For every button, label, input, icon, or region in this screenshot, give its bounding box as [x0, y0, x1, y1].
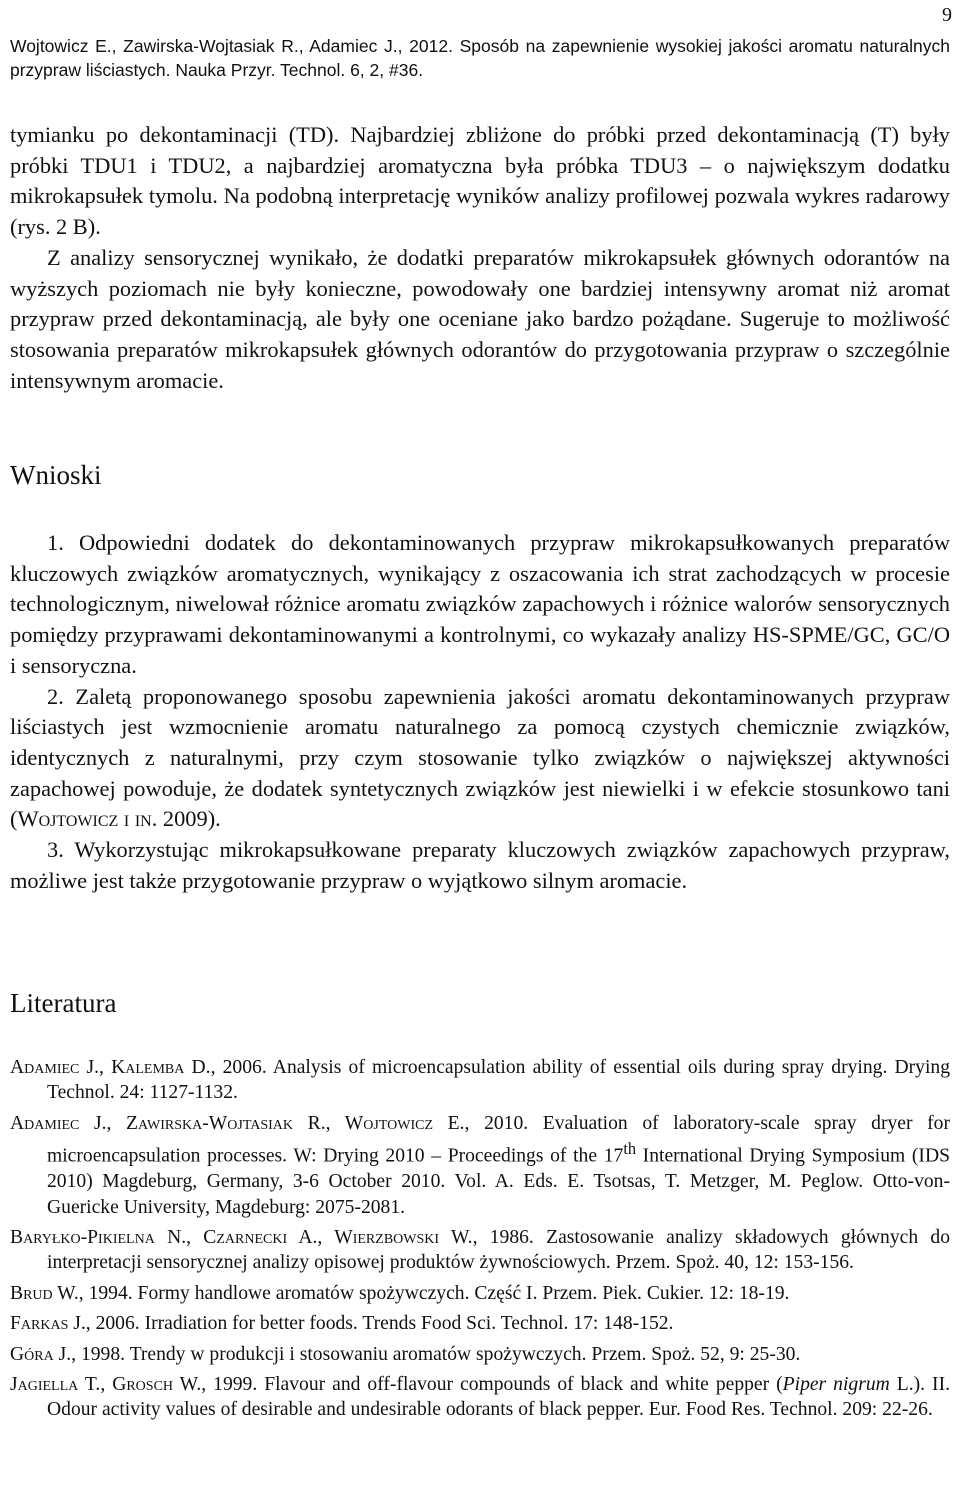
reference-text: , 2006. Irradiation for better foods. Trends Food Sci. Technol. 17: 148-152.: [85, 1313, 674, 1335]
reference-text: , 2006. Analysis of microencapsulation ability of essential oils during spray drying. Drying Technol. 24: 1127-1132.: [47, 1057, 951, 1104]
reference-text: , 1998. Trendy w produkcji i stosowaniu aromatów spożywczych. Przem. Spoż. 52, 9: 25-30.: [71, 1343, 801, 1365]
paragraph-1: tymianku po dekontaminacji (TD). Najbardziej zbliżone do próbki przed dekontaminacją (T) były próbki TDU1 i TDU2, a najbardziej aromatyczna była próbka TDU3 – o największym dodatku mikrokapsułek tymolu. Na podobną interpretację wyników analizy profilowej pozwala wykres radarowy (rys. 2 B).: [10, 122, 950, 240]
page-number: 9: [942, 4, 952, 26]
reference-item: [10, 1281, 950, 1306]
reference-text: , 1994. Formy handlowe aromatów spożywczych. Część I. Przem. Piek. Cukier. 12: 18-19.: [78, 1282, 790, 1304]
citation-year: 2009).: [157, 806, 221, 832]
reference-italic-species: Piper nigrum: [782, 1374, 890, 1395]
references-list: [10, 1055, 950, 1428]
reference-text: , 1999. Flavour and off-flavour compounds of black and white pepper (: [201, 1374, 783, 1395]
conclusion-item-2-text: 2. Zaletą proponowanego sposobu zapewnienia jakości aromatu dekontaminowanych przypraw liściastych jest wzmocnienie aromatu naturalnego za pomocą czystych chemicznie związków, identycznych z naturalnymi, przy czym stosowanie tylko związków o największej aktywności zapachowej powoduje, że dodatek syntetycznych związków jest niewielki i w efekcie stosunkowo tani (: [10, 683, 950, 832]
conclusion-item-3: 3. Wykorzystując mikrokapsułkowane preparaty kluczowych związków zapachowych przypraw, możliwe jest także przygotowanie przypraw o wyjątkowo silnym aromacie.: [10, 837, 950, 893]
reference-item: [10, 1225, 950, 1276]
reference-authors: Jagiella T., Grosch W.: [10, 1374, 202, 1395]
citation-authors: Wojtowicz i in.: [17, 806, 158, 832]
paragraph-2: Z analizy sensorycznej wynikało, że dodatki preparatów mikrokapsułek głównych odorantów na wyższych poziomach nie były konieczne, powodowały one bardziej intensywny aromat niż aromat przypraw przed dekontaminacją, ale były one oceniane jako bardzo pożądane. Sugeruje to możliwość stosowania preparatów mikrokapsułek głównych odorantów do przygotowania przypraw o szczególnie intensywnym aromacie.: [10, 244, 950, 393]
reference-superscript: th: [623, 1139, 637, 1159]
reference-item: [10, 1372, 950, 1423]
conclusion-item-1: 1. Odpowiedni dodatek do dekontaminowanych przypraw mikrokapsułkowanych preparatów kluczowych związków aromatycznych, wynikający z oszacowania ich strat zachodzących w procesie technologicznym, niwelował różnice aromatu związków zapachowych i różnice walorów sensorycznych pomiędzy przyprawami dekontaminowanymi a kontrolnymi, co wykazały analizy HS-SPME/GC, GC/O i sensoryczna.: [10, 530, 950, 678]
reference-text: , 1986. Zastosowanie analizy składowych głównych do interpretacji sensorycznej analizy opisowej produktów żywnościowych. Przem. Spoż. 40, 12: 153-156.: [47, 1226, 950, 1274]
references-heading: Literatura: [10, 988, 117, 1018]
reference-item: [10, 1311, 950, 1336]
reference-item: [10, 1342, 950, 1367]
conclusion-item-2: [10, 682, 950, 836]
reference-authors: Adamiec J., Zawirska-Wojtasiak R., Wojtowicz E.: [10, 1112, 465, 1134]
reference-authors: Farkas J.: [10, 1313, 86, 1335]
reference-authors: Góra J.: [10, 1343, 72, 1365]
running-header-citation: Wojtowicz E., Zawirska-Wojtasiak R., Adamiec J., 2012. Sposób na zapewnienie wysokiej jakości aromatu naturalnych przypraw liściastych. Nauka Przyr. Technol. 6, 2, #36.: [10, 36, 950, 80]
reference-authors: Adamiec J., Kalemba D.: [10, 1057, 211, 1078]
reference-item: [10, 1055, 950, 1106]
reference-text-continued: International Drying Symposium (IDS 2010) Magdeburg, Germany, 3-6 October 2010. Vol. A. Eds. E. Tsotsas, T. Metzger, M. Peglow. Otto-von-Guericke University, Magdeburg: 2075-2081.: [47, 1145, 950, 1218]
conclusions-heading: Wnioski: [10, 460, 102, 490]
reference-authors: Brud W.: [10, 1282, 79, 1304]
reference-text: , 2010. Evaluation of laboratory-scale spray dryer for microencapsulation processes. W: Drying 2010 – Proceedings of the 17: [47, 1112, 951, 1167]
reference-item: [10, 1111, 950, 1220]
reference-text-continued: L.). II. Odour activity values of desirable and undesirable odorants of black pepper. Eur. Food Res. Technol. 209: 22-26.: [47, 1374, 950, 1421]
body-text: [10, 120, 950, 396]
reference-authors: Baryłko-Pikielna N., Czarnecki A., Wierzbowski W.: [10, 1226, 473, 1248]
conclusions-list: [10, 528, 950, 896]
